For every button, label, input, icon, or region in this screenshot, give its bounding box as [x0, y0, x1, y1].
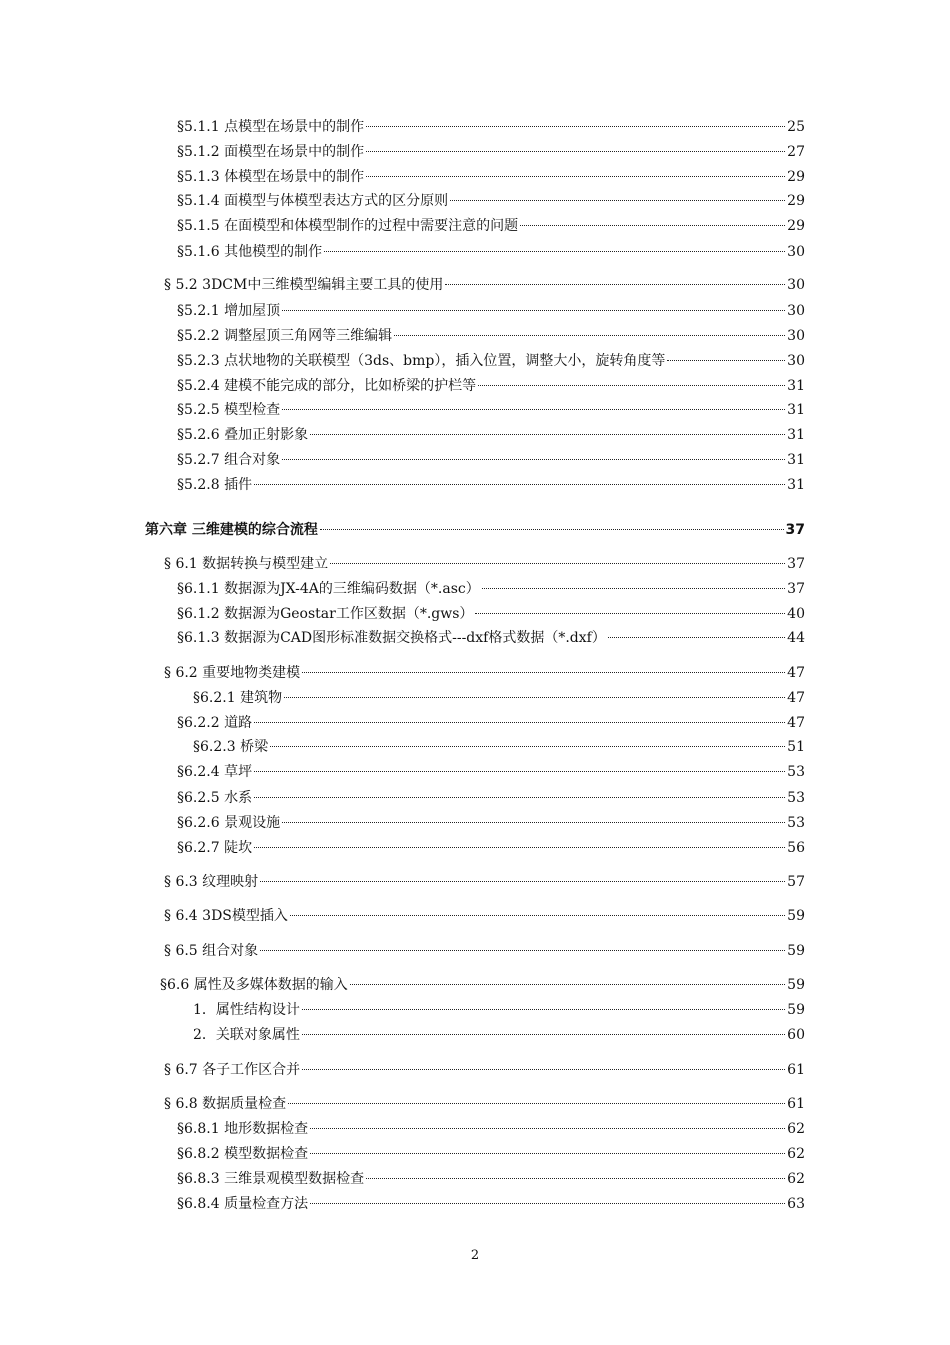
dot-leader [310, 1128, 785, 1129]
toc-entry-label: §6.2.3 桥梁 [193, 739, 269, 755]
dot-leader [302, 1009, 785, 1010]
toc-entry-page: 53 [787, 815, 805, 831]
toc-entry-label: §6.2.5 水系 [177, 790, 253, 806]
toc-entry-label: §5.2.5 模型检查 [177, 402, 281, 418]
dot-leader [254, 797, 785, 798]
toc-entry-label: §6.8.1 地形数据检查 [177, 1121, 309, 1137]
dot-leader [320, 529, 784, 530]
dot-leader [324, 251, 785, 252]
toc-entry[interactable] [177, 1119, 805, 1139]
toc-entry[interactable] [177, 604, 805, 624]
toc-entry-page: 30 [787, 277, 805, 293]
dot-leader [478, 385, 785, 386]
toc-entry-label: §6.1.3 数据源为CAD图形标准数据交换格式---dxf格式数据（*.dxf） [177, 630, 606, 646]
dot-leader [288, 1103, 785, 1104]
dot-leader [254, 847, 785, 848]
toc-entry[interactable] [177, 713, 805, 733]
toc-entry[interactable] [177, 579, 805, 599]
dot-leader [310, 434, 785, 435]
toc-entry[interactable] [177, 376, 805, 396]
toc-entry[interactable] [177, 242, 805, 262]
toc-entry-label: §6.6 属性及多媒体数据的输入 [160, 977, 348, 993]
toc-entry-label: §6.1.2 数据源为Geostar工作区数据（*.gws） [177, 606, 474, 622]
toc-entry[interactable] [177, 1144, 805, 1164]
toc-entry-label: §5.2.8 插件 [177, 477, 253, 493]
toc-entry-label: §6.2.7 陡坎 [177, 840, 253, 856]
toc-entry-page: 53 [787, 790, 805, 806]
toc-entry[interactable] [164, 1060, 805, 1080]
toc-entry[interactable] [177, 425, 805, 445]
toc-entry[interactable] [177, 762, 805, 782]
dot-leader [310, 1153, 785, 1154]
toc-entry-page: 63 [787, 1196, 805, 1212]
dot-leader [282, 822, 785, 823]
dot-leader [450, 200, 785, 201]
dot-leader [330, 563, 785, 564]
toc-entry[interactable] [193, 1025, 805, 1045]
toc-entry-page: 44 [787, 630, 805, 646]
toc-entry[interactable] [177, 326, 805, 346]
toc-entry-label: § 5.2 3DCM中三维模型编辑主要工具的使用 [164, 277, 444, 293]
toc-entry-label: §5.2.7 组合对象 [177, 452, 281, 468]
toc-entry-page: 47 [787, 665, 805, 681]
dot-leader [520, 225, 785, 226]
toc-entry-label: §5.2.4 建模不能完成的部分，比如桥梁的护栏等 [177, 378, 477, 394]
toc-entry-label: §5.1.4 面模型与体模型表达方式的区分原则 [177, 193, 449, 209]
toc-entry-page: 31 [787, 477, 805, 493]
dot-leader [310, 1203, 785, 1204]
toc-entry-page: 40 [787, 606, 805, 622]
dot-leader [366, 1178, 785, 1179]
toc-entry-page: 61 [787, 1062, 805, 1078]
toc-entry-page: 37 [787, 556, 805, 572]
page-number: 2 [470, 1248, 480, 1263]
toc-entry[interactable] [164, 941, 805, 961]
toc-entry[interactable] [177, 117, 805, 137]
dot-leader [366, 176, 785, 177]
toc-entry[interactable] [177, 216, 805, 236]
dot-leader [260, 881, 785, 882]
toc-entry[interactable] [164, 554, 805, 574]
dot-leader [394, 335, 785, 336]
toc-entry-label: §5.2.6 叠加正射影象 [177, 427, 309, 443]
toc-entry[interactable] [177, 1169, 805, 1189]
dot-leader [475, 613, 785, 614]
toc-entry-label: §5.1.1 点模型在场景中的制作 [177, 119, 365, 135]
toc-entry[interactable] [193, 1000, 805, 1020]
toc-entry[interactable] [193, 737, 805, 757]
dot-leader [284, 697, 785, 698]
toc-entry[interactable] [164, 275, 805, 295]
toc-entry-label: 第六章 三维建模的综合流程 [145, 522, 318, 538]
toc-entry[interactable] [177, 351, 805, 371]
toc-entry[interactable] [177, 628, 805, 648]
toc-entry[interactable] [193, 688, 805, 708]
toc-entry-page: 30 [787, 328, 805, 344]
toc-entry-label: § 6.1 数据转换与模型建立 [164, 556, 329, 572]
toc-entry-page: 30 [787, 353, 805, 369]
toc-entry-label: § 6.8 数据质量检查 [164, 1096, 287, 1112]
dot-leader [290, 915, 785, 916]
toc-entry[interactable] [177, 1194, 805, 1214]
toc-entry-page: 53 [787, 764, 805, 780]
dot-leader [282, 459, 785, 460]
toc-entry-page: 30 [787, 303, 805, 319]
dot-leader [302, 1069, 785, 1070]
dot-leader [254, 771, 785, 772]
toc-entry-label: §5.2.2 调整屋顶三角网等三维编辑 [177, 328, 393, 344]
toc-entry[interactable] [177, 813, 805, 833]
toc-entry-page: 31 [787, 427, 805, 443]
dot-leader [366, 126, 785, 127]
toc-entry-label: §6.1.1 数据源为JX-4A的三维编码数据（*.asc） [177, 581, 480, 597]
toc-entry-label: §5.2.1 增加屋顶 [177, 303, 281, 319]
dot-leader [608, 637, 785, 638]
dot-leader [254, 484, 785, 485]
toc-entry-label: § 6.2 重要地物类建模 [164, 665, 301, 681]
toc-entry-label: §5.2.3 点状地物的关联模型（3ds、bmp），插入位置，调整大小，旋转角度等 [177, 353, 666, 369]
toc-entry-page: 30 [787, 244, 805, 260]
dot-leader [667, 360, 785, 361]
toc-entry-page: 59 [787, 1002, 805, 1018]
dot-leader [282, 310, 785, 311]
toc-entry[interactable] [164, 663, 805, 683]
toc-entry[interactable] [177, 142, 805, 162]
toc-entry-page: 37 [785, 522, 805, 538]
toc-entry[interactable] [177, 788, 805, 808]
dot-leader [366, 151, 785, 152]
toc-entry-page: 62 [787, 1146, 805, 1162]
toc-entry-label: 1．属性结构设计 [193, 1002, 300, 1018]
toc-entry-label: § 6.5 组合对象 [164, 943, 259, 959]
toc-entry[interactable] [160, 975, 805, 995]
dot-leader [282, 409, 785, 410]
toc-entry[interactable] [177, 450, 805, 470]
toc-entry-label: §6.2.6 景观设施 [177, 815, 281, 831]
dot-leader [445, 284, 785, 285]
toc-entry-page: 25 [787, 119, 805, 135]
toc-entry-page: 62 [787, 1121, 805, 1137]
toc-entry-page: 31 [787, 402, 805, 418]
toc-entry-label: §6.8.4 质量检查方法 [177, 1196, 309, 1212]
toc-chapter-entry[interactable] [145, 520, 805, 540]
toc-entry-page: 31 [787, 452, 805, 468]
toc-entry-page: 59 [787, 908, 805, 924]
toc-entry[interactable] [177, 191, 805, 211]
toc-entry[interactable] [177, 400, 805, 420]
toc-entry-label: § 6.7 各子工作区合并 [164, 1062, 301, 1078]
dot-leader [254, 722, 785, 723]
toc-entry-page: 60 [787, 1027, 805, 1043]
toc-entry[interactable] [177, 167, 805, 187]
toc-entry[interactable] [164, 1094, 805, 1114]
toc-entry-page: 29 [787, 218, 805, 234]
toc-entry-page: 29 [787, 193, 805, 209]
dot-leader [270, 746, 785, 747]
toc-entry-label: 2．关联对象属性 [193, 1027, 300, 1043]
toc-entry-label: §5.1.3 体模型在场景中的制作 [177, 169, 365, 185]
dot-leader [260, 950, 785, 951]
toc-entry-page: 29 [787, 169, 805, 185]
toc-entry-page: 59 [787, 977, 805, 993]
toc-entry-label: §6.2.4 草坪 [177, 764, 253, 780]
toc-entry-label: §6.2.1 建筑物 [193, 690, 283, 706]
dot-leader [302, 672, 785, 673]
toc-entry[interactable] [177, 475, 805, 495]
toc-entry-label: §6.2.2 道路 [177, 715, 253, 731]
toc-entry-label: §5.1.5 在面模型和体模型制作的过程中需要注意的问题 [177, 218, 519, 234]
toc-entry-label: §5.1.6 其他模型的制作 [177, 244, 323, 260]
toc-entry[interactable] [164, 872, 805, 892]
toc-entry-page: 51 [787, 739, 805, 755]
toc-entry-page: 56 [787, 840, 805, 856]
toc-entry-page: 57 [787, 874, 805, 890]
toc-entry[interactable] [177, 301, 805, 321]
toc-entry-label: §5.1.2 面模型在场景中的制作 [177, 144, 365, 160]
toc-entry-page: 47 [787, 715, 805, 731]
toc-entry-page: 31 [787, 378, 805, 394]
toc-entry-page: 61 [787, 1096, 805, 1112]
toc-entry-label: §6.8.2 模型数据检查 [177, 1146, 309, 1162]
toc-entry-page: 37 [787, 581, 805, 597]
dot-leader [350, 984, 785, 985]
toc-entry-page: 59 [787, 943, 805, 959]
dot-leader [302, 1034, 785, 1035]
toc-entry[interactable] [177, 838, 805, 858]
toc-entry[interactable] [164, 906, 805, 926]
toc-entry-label: §6.8.3 三维景观模型数据检查 [177, 1171, 365, 1187]
dot-leader [482, 588, 785, 589]
toc-entry-page: 47 [787, 690, 805, 706]
toc-entry-page: 27 [787, 144, 805, 160]
toc-entry-label: § 6.3 纹理映射 [164, 874, 259, 890]
toc-entry-page: 62 [787, 1171, 805, 1187]
toc-entry-label: § 6.4 3DS模型插入 [164, 908, 288, 924]
